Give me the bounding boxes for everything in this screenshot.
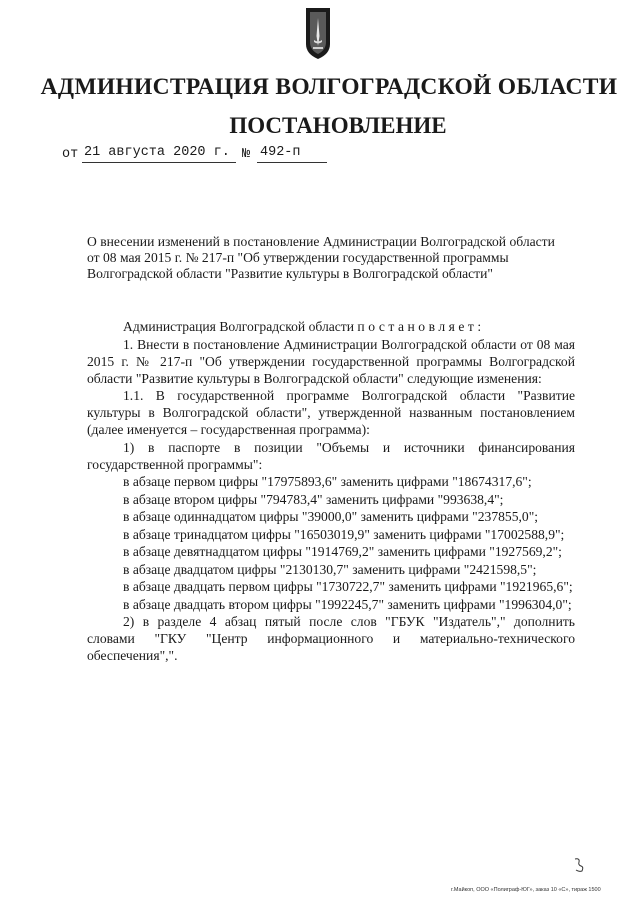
date-prefix: от: [62, 147, 79, 162]
paragraph-section-4: 2) в разделе 4 абзац пятый после слов "ГБУК "Издатель"," дополнить словами "ГКУ "Центр информационного и материально-технического обеспечения",".: [87, 614, 575, 663]
intro-paragraph: [87, 318, 575, 335]
paragraph-1-1: 1.1. В государственной программе Волгоградской области "Развитие культуры в Волгоградской области", утвержденной названным постановлением (далее именуется – государственная программа):: [87, 388, 575, 437]
change-item: в абзаце тринадцатом цифры "16503019,9" заменить цифрами "17002588,9";: [123, 526, 565, 542]
number-underline: [257, 162, 327, 163]
subject-line: Волгоградской области "Развитие культуры в Волгоградской области": [87, 266, 493, 281]
coat-of-arms-emblem: [303, 6, 333, 61]
change-item: в абзаце двадцать втором цифры "1992245,7" заменить цифрами "1996304,0";: [123, 596, 572, 612]
change-item: в абзаце двадцатом цифры "2130130,7" заменить цифрами "2421598,5";: [123, 561, 537, 577]
document-body: [87, 318, 575, 665]
document-type-title: ПОСТАНОВЛЕНИЕ: [229, 113, 447, 138]
change-item: в абзаце втором цифры "794783,4" заменить цифрами "993638,4";: [123, 491, 504, 507]
subject-line: от 08 мая 2015 г. № 217-п "Об утверждении государственной программы: [87, 250, 509, 265]
date-underline: [82, 162, 236, 163]
print-info-footer: г.Майкоп, ООО «Полиграф-ЮГ», заказ 10 «С», тираж 1500: [451, 887, 601, 893]
document-subject: [87, 234, 574, 282]
number-prefix: №: [242, 147, 251, 162]
paragraph-1: 1. Внести в постановление Администрации Волгоградской области от 08 мая 2015 г. № 217-п "Об утверждении государственной программы Волгоградской области "Развитие культуры в Волгоградской области" следующие изменения:: [87, 336, 575, 386]
intro-text: Администрация Волгоградской области: [123, 319, 358, 334]
change-item: в абзаце девятнадцатом цифры "1914769,2" заменить цифрами "1927569,2";: [123, 544, 562, 559]
date-value: 21 августа 2020 г.: [84, 145, 230, 160]
decree-word: постановляет:: [357, 319, 485, 334]
subject-line: О внесении изменений в постановление Администрации Волгоградской области: [87, 234, 555, 249]
paragraph-passport: 1) в паспорте в позиции "Объемы и источники финансирования государственной программы":: [87, 439, 575, 472]
number-value: 492-п: [260, 145, 301, 160]
handwritten-mark: [572, 857, 586, 873]
change-item: в абзаце первом цифры "17975893,6" заменить цифрами "18674317,6";: [123, 474, 532, 489]
change-item: в абзаце одиннадцатом цифры "39000,0" заменить цифрами "237855,0";: [123, 509, 539, 524]
change-item: в абзаце двадцать первом цифры "1730722,7" заменить цифрами "1921965,6";: [123, 579, 573, 594]
organization-title: АДМИНИСТРАЦИЯ ВОЛГОГРАДСКОЙ ОБЛАСТИ: [40, 74, 618, 100]
